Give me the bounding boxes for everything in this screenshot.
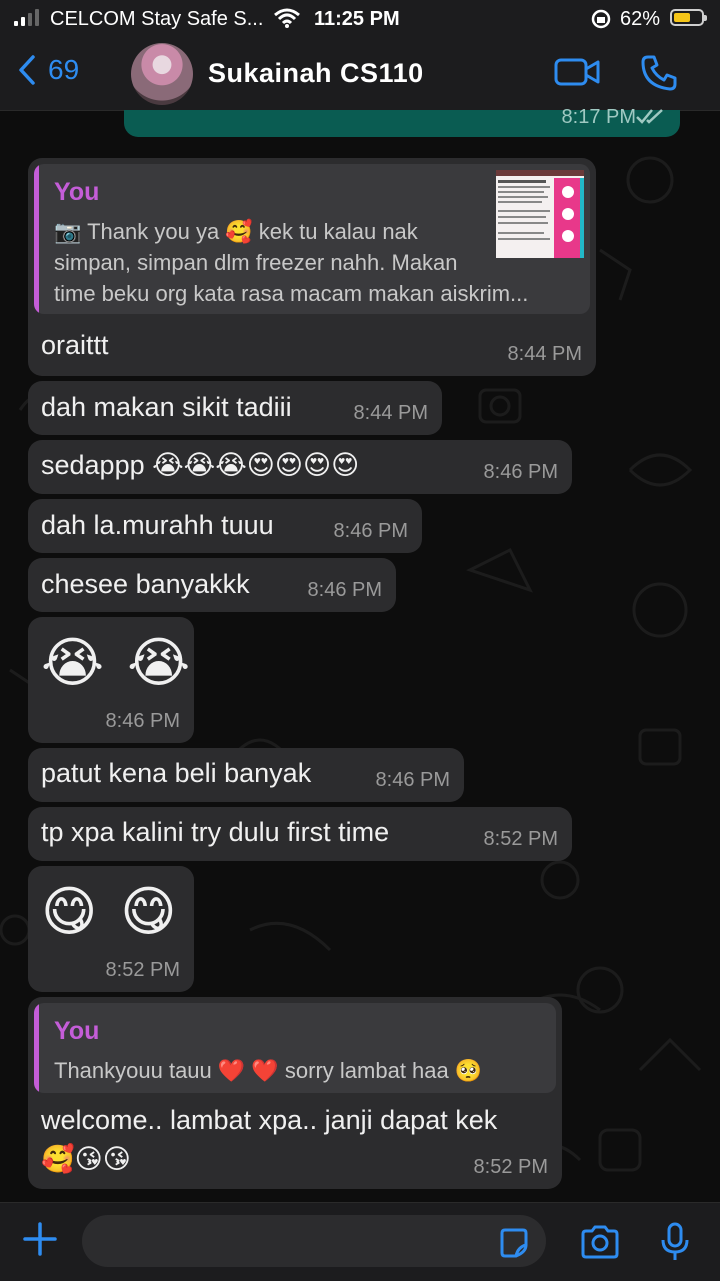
chat-header xyxy=(0,40,720,111)
quote-sender: You xyxy=(54,178,100,206)
status-bar xyxy=(0,0,720,40)
incoming-emoji-message[interactable] xyxy=(28,866,194,992)
incoming-message[interactable] xyxy=(28,158,596,376)
quote-text-line: 📷 Thank you ya 🥰 kek tu kalau nak xyxy=(54,219,418,244)
video-camera-icon xyxy=(554,57,600,87)
sticker-icon xyxy=(498,1227,530,1259)
message-text: patut kena beli banyak xyxy=(41,758,312,788)
quote-accent-bar xyxy=(34,1003,39,1093)
battery-icon xyxy=(670,9,704,26)
quote-text: Thankyouu tauu ❤️ ❤️ sorry lambat haa 🥺 xyxy=(54,1058,483,1083)
incoming-emoji-message[interactable] xyxy=(28,617,194,743)
voice-call-button[interactable] xyxy=(640,54,678,97)
plus-icon xyxy=(22,1221,58,1257)
message-text: welcome.. lambat xpa.. janji dapat kek xyxy=(41,1105,498,1135)
sticker-button[interactable] xyxy=(498,1227,530,1264)
message-time: 8:17 PM xyxy=(561,106,636,128)
message-input[interactable] xyxy=(82,1215,546,1267)
incoming-message[interactable] xyxy=(28,440,572,494)
quoted-image-thumbnail[interactable] xyxy=(496,170,584,258)
camera-icon xyxy=(580,1225,620,1259)
contact-name[interactable]: Sukainah CS110 xyxy=(208,58,424,88)
clock: 11:25 PM xyxy=(314,8,400,30)
message-time: 8:44 PM xyxy=(353,402,428,424)
message-time: 8:46 PM xyxy=(333,520,408,542)
message-time: 8:44 PM xyxy=(507,343,582,365)
unread-count: 69 xyxy=(48,54,80,85)
message-text: tp xpa kalini try dulu first time xyxy=(41,817,390,847)
phone-icon xyxy=(640,54,678,92)
battery-percent: 62% xyxy=(620,8,661,30)
message-time: 8:46 PM xyxy=(307,579,382,601)
message-time: 8:52 PM xyxy=(483,828,558,850)
read-receipt-icon xyxy=(636,108,664,129)
message-time: 8:46 PM xyxy=(105,710,180,732)
quote-text-line: simpan, simpan dlm freezer nahh. Makan xyxy=(54,250,458,275)
message-text: 🥰😘😘 xyxy=(41,1144,131,1174)
message-text: sedappp 😭😭😭😍😍😍😍 xyxy=(41,450,360,480)
quote-text-line: time beku org kata rasa macam makan aiskrim... xyxy=(54,281,529,306)
camera-button[interactable] xyxy=(580,1225,620,1264)
message-time: 8:52 PM xyxy=(105,959,180,981)
incoming-message[interactable] xyxy=(28,748,464,802)
microphone-icon xyxy=(660,1222,690,1262)
voice-message-button[interactable] xyxy=(660,1222,690,1267)
outgoing-message-partial[interactable] xyxy=(124,106,680,137)
message-emoji: 😭 😭 xyxy=(41,633,195,693)
chevron-left-icon xyxy=(18,54,36,86)
orientation-lock-icon xyxy=(590,8,612,36)
attach-button[interactable] xyxy=(22,1221,58,1262)
message-text: dah la.murahh tuuu xyxy=(41,510,274,540)
avatar[interactable] xyxy=(131,43,193,105)
carrier-name: CELCOM Stay Safe S... xyxy=(50,8,264,30)
wifi-icon xyxy=(274,8,300,34)
incoming-message[interactable] xyxy=(28,997,562,1189)
message-emoji: 😋 😋 xyxy=(41,882,181,942)
message-time: 8:46 PM xyxy=(483,461,558,483)
back-button[interactable] xyxy=(18,54,79,86)
message-time: 8:46 PM xyxy=(375,769,450,791)
message-text: chesee banyakkk xyxy=(41,569,250,599)
quoted-message[interactable] xyxy=(34,1003,556,1093)
incoming-message[interactable] xyxy=(28,381,442,435)
message-time: 8:52 PM xyxy=(473,1156,548,1178)
signal-strength-icon xyxy=(14,9,39,26)
incoming-message[interactable] xyxy=(28,558,396,612)
quote-sender: You xyxy=(54,1017,100,1045)
message-text: oraittt xyxy=(41,330,109,360)
battery-fill xyxy=(674,13,690,22)
incoming-message[interactable] xyxy=(28,807,572,861)
message-input-bar xyxy=(0,1202,720,1281)
quote-accent-bar xyxy=(34,164,39,314)
incoming-message[interactable] xyxy=(28,499,422,553)
quoted-message[interactable] xyxy=(34,164,590,314)
message-text: dah makan sikit tadiii xyxy=(41,392,292,422)
video-call-button[interactable] xyxy=(554,57,600,92)
